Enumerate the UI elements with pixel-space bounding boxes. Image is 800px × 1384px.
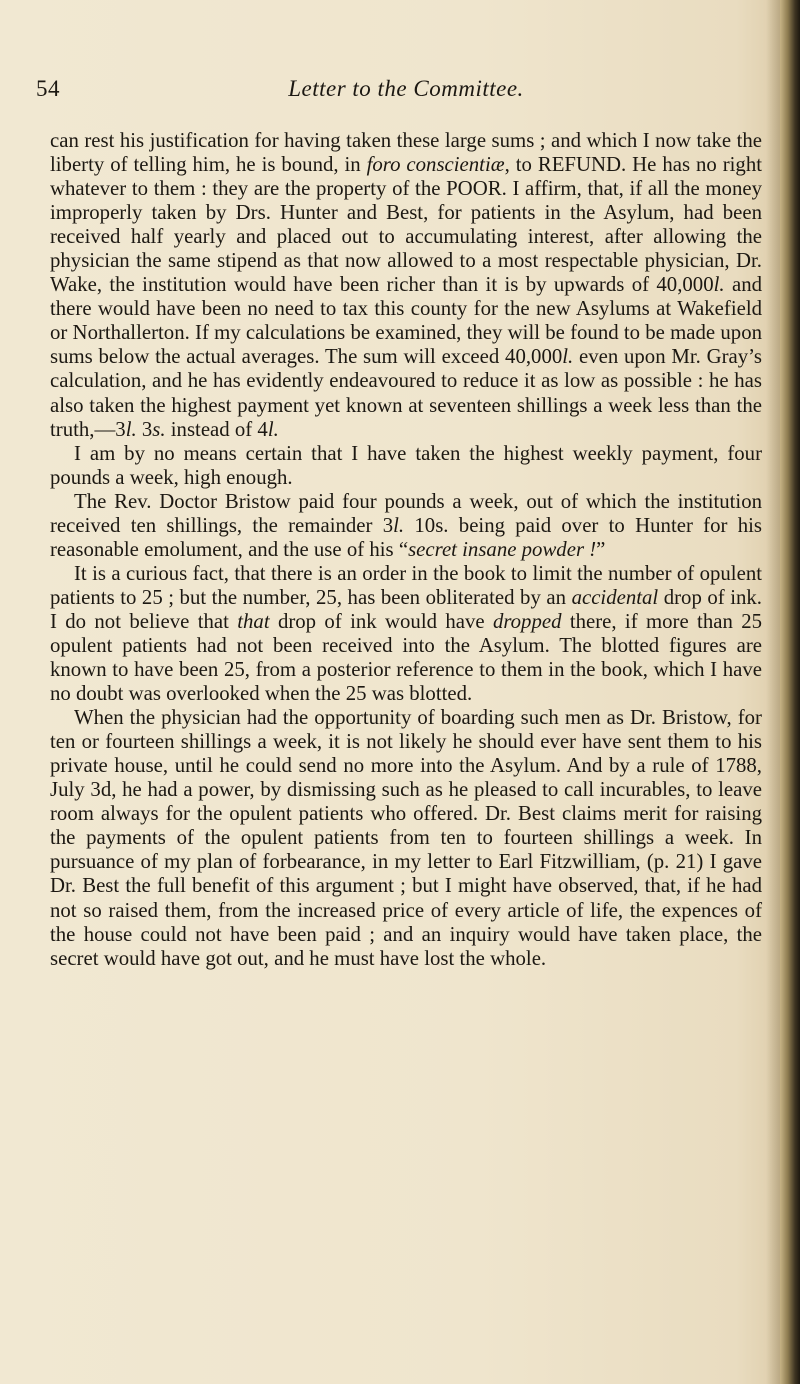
- text-run: instead of 4: [165, 417, 268, 441]
- text-run: It is a curious fact, that there is an order in the book to limit the number of opulent patients to 25 ; but the number, 25, has been obliterated by an: [50, 561, 762, 609]
- italic-text: secret insane powder !: [408, 537, 597, 561]
- italic-text: l.: [393, 513, 405, 537]
- page-number: 54: [36, 76, 60, 101]
- text-run: When the physician had the opportunity of boarding such men as Dr. Bristow, for ten or fourteen shillings a week, it is not likely he should ever have sent them to his private house, until he could send no more into the Asylum. And by a rule of 1788, July 3d, he had a power, by dismissing such as he pleased to call incurables, to leave room always for the opulent patients who offered. Dr. Best claims merit for raising the payments of the opulent patients from ten to fourteen shillings a week. In pursuance of my plan of forbearance, in my letter to Earl Fitzwilliam, (p. 21) I gave Dr. Best the full benefit of this argument ; but I might have observed, that, if he had not so raised them, from the increased price of every article of life, the expences of the house could not have been paid ; and an inquiry would have taken place, the secret would have got out, and he must have lost the whole.: [50, 706, 762, 970]
- paragraph-2: [50, 442, 762, 490]
- paragraph-4: [50, 562, 762, 706]
- italic-text: l.: [125, 417, 137, 441]
- paragraph-1: [50, 129, 762, 442]
- italic-text: l.: [267, 417, 279, 441]
- text-run: there, if more than 25 opulent patients had not been received into the Asylum. The blotted figures are known to have been 25, from a posterior reference to them in the book, which I have no doubt was overlooked when the 25 was blotted.: [50, 609, 762, 706]
- page-gutter-edge: [780, 0, 800, 1384]
- italic-text: accidental: [571, 585, 659, 609]
- text-run: drop of ink would have: [269, 609, 493, 633]
- text-run: The Rev. Doctor Bristow paid four pounds a week, out of which the institution received ten shillings, the remainder 3: [50, 489, 762, 537]
- italic-text: s.: [152, 417, 166, 441]
- paragraph-3: [50, 490, 762, 562]
- text-run: I am by no means certain that I have taken the highest weekly payment, four pounds a week, high enough.: [50, 441, 762, 489]
- italic-text: dropped: [492, 609, 562, 633]
- text-run: and there would have been no need to tax this county for the new Asylums at Wakefield or Northallerton. If my calculations be examined, they will be found to be made upon sums below the actual averages. The sum will exceed 40,000: [50, 273, 762, 369]
- text-run: even upon Mr. Gray’s calculation, and he has evidently endeavoured to reduce it as low as possible : he has also taken the highest payment yet known at seventeen shillings a week less than the truth,—3: [50, 345, 763, 441]
- text-run: 3: [136, 417, 153, 441]
- italic-text: l.: [562, 345, 574, 369]
- text-run: 10s. being paid over to Hunter for his reasonable emolument, and the use of his “: [50, 513, 762, 561]
- italic-text: that: [237, 609, 270, 633]
- page-gutter-shadow: [766, 0, 780, 1384]
- body-text: [50, 129, 762, 971]
- text-run: , to REFUND. He has no right whatever to them : they are the property of the POOR. I affirm, that, if all the money improperly taken by Drs. Hunter and Best, for patients in the Asylum, had been received half yearly and placed out to accumulating interest, after allowing the physician the same stipend as that now allowed to a most respectable physician, Dr. Wake, the institution would have been richer than it is by upwards of 40,000: [50, 153, 762, 297]
- paragraph-5: [50, 706, 762, 971]
- running-title: Letter to the Committee.: [288, 76, 524, 101]
- text-run: can rest his justification for having taken these large sums ; and which I now take the liberty of telling him, he is bound, in: [50, 129, 762, 177]
- text-run: drop of ink. I do not believe that: [50, 585, 763, 633]
- italic-text: l.: [713, 273, 725, 297]
- italic-text: foro conscientiæ: [366, 153, 505, 177]
- page-header: [36, 76, 776, 110]
- text-run: ”: [596, 537, 606, 561]
